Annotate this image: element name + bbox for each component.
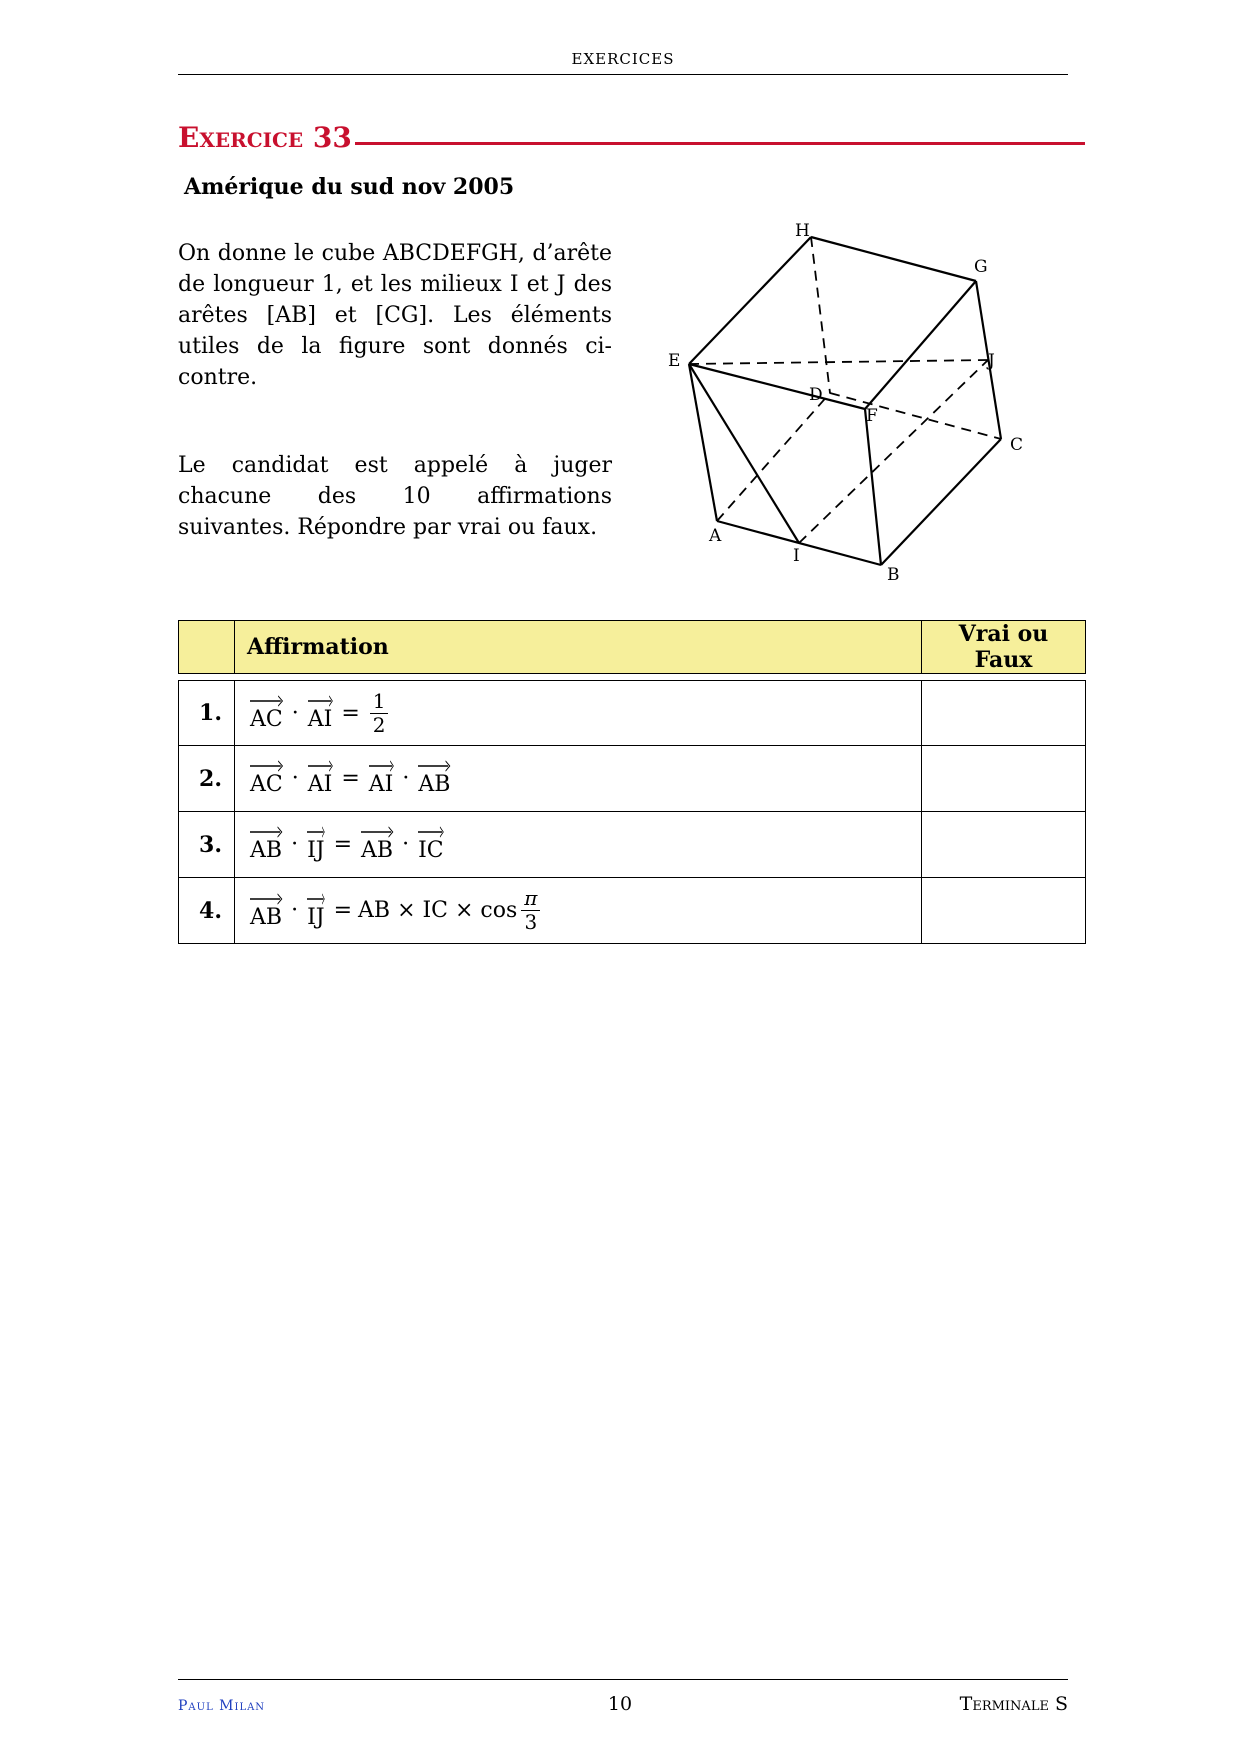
intro-paragraph: On donne le cube ABCDEFGH, d’arête de longueur 1, et les milieux I et J des arêtes [AB] et [CG]. Les éléments utiles de la figure sont donnés ci-contre.	[178, 241, 612, 390]
affirmation-cell: AC · AI = $\frac{1}{2}$	[235, 680, 922, 746]
fraction: $\frac{1}{2}$	[370, 691, 389, 736]
row-number: 4.	[178, 878, 235, 944]
label-A: A	[709, 526, 722, 546]
vector: AB	[250, 826, 282, 862]
exercise-title-rule	[355, 142, 1085, 145]
vector: AC	[250, 695, 283, 731]
answer-cell[interactable]	[922, 680, 1086, 746]
label-J: J	[988, 351, 995, 371]
exercise-title: Exercice 33	[178, 121, 352, 154]
label-I: I	[793, 546, 800, 566]
row-number: 1.	[178, 680, 235, 746]
edge-HD	[811, 237, 830, 393]
instruction-paragraph: Le candidat est appelé à juger chacune des 10 affirmations suivantes. Répondre par vrai ou faux.	[178, 453, 612, 540]
vector: AI	[369, 760, 394, 796]
segment-IJ	[799, 360, 988, 543]
label-G: G	[974, 257, 988, 277]
affirmation-cell: AB · IJ = AB × IC × cos $\frac{\pi}{3}$	[235, 878, 922, 944]
edge-FG	[865, 281, 976, 409]
table-row	[178, 878, 1086, 944]
table-row	[178, 680, 1086, 746]
exercise-subtitle: Amérique du sud nov 2005	[184, 174, 515, 200]
edge-DC	[830, 393, 1001, 439]
footer-rule	[178, 1679, 1068, 1680]
affirmations-table	[178, 620, 1086, 944]
answer-cell[interactable]	[922, 746, 1086, 812]
vector: AI	[308, 695, 333, 731]
fraction: $\frac{\pi}{3}$	[521, 888, 540, 933]
vector: AB	[418, 760, 450, 796]
label-E: E	[668, 351, 681, 371]
header-rule	[178, 74, 1068, 75]
edge-EF	[689, 364, 865, 409]
label-F: F	[866, 406, 878, 426]
edge-EH	[689, 237, 811, 364]
header-number-cell	[178, 620, 235, 674]
footer-author: Paul Milan	[178, 1698, 266, 1714]
vector: AB	[361, 826, 393, 862]
row-number: 3.	[178, 812, 235, 878]
label-B: B	[887, 565, 900, 585]
vector: AC	[250, 760, 283, 796]
vector: IJ	[307, 826, 325, 862]
affirmation-cell: AB · IJ = AB · IC	[235, 812, 922, 878]
answer-cell[interactable]	[922, 878, 1086, 944]
answer-cell[interactable]	[922, 812, 1086, 878]
footer-level: Terminale S	[959, 1693, 1068, 1715]
header-affirmation: Affirmation	[235, 620, 922, 674]
vector: IJ	[307, 893, 325, 929]
rhs-expression: AB × IC × cos	[358, 898, 518, 923]
vector: AI	[308, 760, 333, 796]
label-H: H	[795, 221, 810, 241]
edge-FB	[865, 409, 881, 565]
header-answer: Vrai ou Faux	[922, 620, 1086, 674]
vector: IC	[418, 826, 444, 862]
cube-figure	[660, 215, 1060, 585]
vector: AB	[250, 893, 282, 929]
segment-EJ	[689, 360, 988, 364]
label-D: D	[809, 385, 823, 405]
table-header-row	[178, 620, 1086, 674]
label-C: C	[1010, 435, 1024, 455]
table-row	[178, 746, 1086, 812]
affirmation-cell: AC · AI = AI · AB	[235, 746, 922, 812]
edge-CB	[881, 439, 1001, 565]
row-number: 2.	[178, 746, 235, 812]
table-row	[178, 812, 1086, 878]
running-header: EXERCICES	[571, 50, 675, 68]
edge-HG	[811, 237, 976, 281]
page-number: 10	[607, 1693, 633, 1715]
